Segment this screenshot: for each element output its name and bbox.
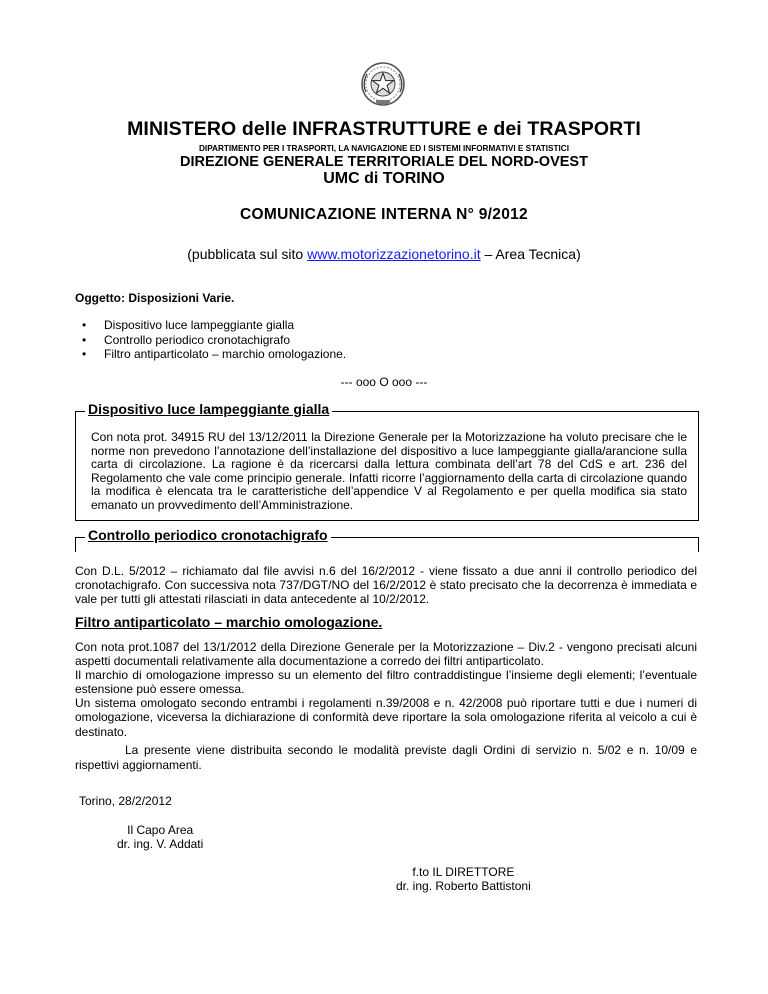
office-name: UMC di TORINO (323, 170, 445, 187)
ministry-name: MINISTERO delle INFRASTRUTTURE e dei TRASPORTI (127, 118, 641, 140)
italian-republic-emblem-icon (358, 58, 408, 108)
list-item: • Controllo periodico cronotachigrafo (82, 332, 291, 347)
paragraph: Un sistema omologato secondo entrambi i regolamenti n.39/2008 e n. 42/2008 può riportare tutti e due i numeri di omologazione, viceversa la dichiarazione di conformità deve riportare la sola omologazione riferita al veicolo a cui è destinato. (75, 696, 697, 739)
section-text-cronotachigrafo: Con D.L. 5/2012 – richiamato dal file avvisi n.6 del 16/2/2012 - viene fissato a due anni il controllo periodico del cronotachigrafo. Con successiva nota 737/DGT/NO del 16/2/2012 è stato precisato che la decorrenza è immediata e vale per tutti gli attestati rilasciati in data antecedente al 10/2/2012. (75, 564, 697, 607)
signature-direttore (396, 865, 531, 893)
signature-name: dr. ing. V. Addati (117, 837, 204, 851)
section-title-filtro: Filtro antiparticolato – marchio omologazione. (75, 614, 383, 630)
topics-list (82, 318, 346, 362)
section-title-luce: Dispositivo luce lampeggiante gialla (85, 401, 332, 417)
place-date: Torino, 28/2/2012 (79, 794, 172, 808)
bullet-icon: • (82, 347, 87, 361)
subject-line: Oggetto: Disposizioni Varie. (75, 291, 235, 305)
bullet-icon: • (82, 318, 87, 332)
published-note (0, 246, 768, 262)
signature-name: dr. ing. Roberto Battistoni (396, 879, 531, 893)
section-text-filtro (75, 640, 697, 739)
bullet-icon: • (82, 332, 87, 347)
section-text-luce: Con nota prot. 34915 RU del 13/12/2011 la Direzione Generale per la Motorizzazione ha voluto precisare che le norme non prevedono l’annotazione dell’installazione del dispositivo a luce lampeggiante gialla/arancione sulla carta di circolazione. La ragione è da ricercarsi dalla lettura combinata dell’art 78 del CdS e art. 236 del Regolamento che vale come principio generale. Infatti ricorre l’aggiornamento della carta di circolazione quando la modifica è elencata tra le caratteristiche dell’appendice V al Regolamento e per quella modifica sia stato emanato un provvedimento dell’Amministrazione. (91, 430, 687, 512)
published-suffix: – Area Tecnica) (480, 246, 581, 262)
signature-role: Il Capo Area (127, 823, 194, 837)
document-title: COMUNICAZIONE INTERNA N° 9/2012 (240, 206, 528, 223)
published-prefix: (pubblicata sul sito (187, 246, 308, 262)
signature-role: f.to IL DIRETTORE (412, 865, 515, 879)
separator: --- ooo O ooo --- (340, 375, 428, 389)
paragraph: Il marchio di omologazione impresso su un elemento del filtro contraddistingue l’insieme degli elementi; l’eventuale estensione può essere omessa. (75, 668, 697, 697)
website-link[interactable]: www.motorizzazionetorino.it (307, 246, 481, 262)
list-item: • Filtro antiparticolato – marchio omologazione. (82, 347, 347, 361)
section-title-cronotachigrafo: Controllo periodico cronotachigrafo (85, 527, 331, 543)
closing-text: La presente viene distribuita secondo le modalità previste dagli Ordini di servizio n. 5/02 e n. 10/09 e rispettivi aggiornamenti. (75, 743, 697, 772)
department-name: DIPARTIMENTO PER I TRASPORTI, LA NAVIGAZIONE ED I SISTEMI INFORMATIVI E STATISTICI (199, 144, 569, 153)
list-item: • Dispositivo luce lampeggiante gialla (82, 318, 295, 332)
signature-capo-area (117, 823, 203, 851)
direzione-name: DIREZIONE GENERALE TERRITORIALE DEL NORD-OVEST (180, 154, 588, 170)
paragraph: Con nota prot.1087 del 13/1/2012 della Direzione Generale per la Motorizzazione – Div.2 - vengono precisati alcuni aspetti documentali relativamente alla documentazione a corredo dei filtri antiparticolato. (75, 640, 697, 669)
